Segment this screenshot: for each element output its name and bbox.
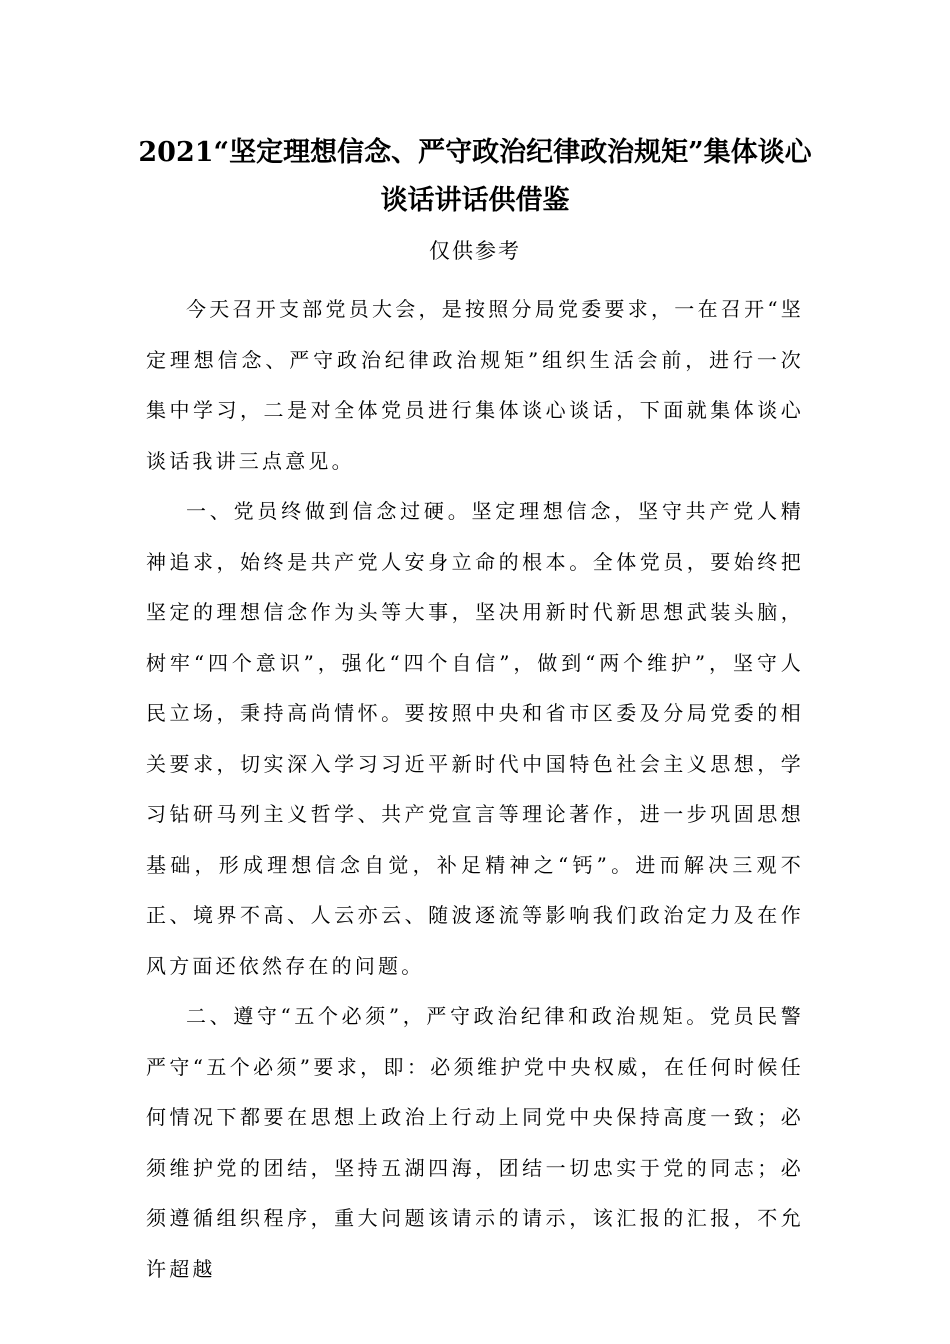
document-title-line-2: 谈话讲话供借鉴 (380, 185, 570, 216)
paragraph-section-two: 二、遵守“五个必须”，严守政治纪律和政治规矩。党员民警严守“五个必须”要求，即：必须维护党中央权威，在任何时候任何情况下都要在思想上政治上行动上同党中央保持高度一致；必须维护党的团结，坚持五湖四海，团结一切忠实于党的同志；必须遵循组织程序，重大问题该请示的请示，该汇报的汇报，不允许超越 (146, 1004, 804, 1281)
document-title-line-1: 2021“坚定理想信念、严守政治纪律政治规矩”集体谈心 (138, 137, 812, 168)
paragraph-intro: 今天召开支部党员大会，是按照分局党委要求，一在召开“坚定理想信念、严守政治纪律政治规矩”组织生活会前，进行一次集中学习，二是对全体党员进行集体谈心谈话，下面就集体谈心谈话我讲三点意见。 (146, 297, 804, 473)
document-subtitle: 仅供参考 (429, 239, 521, 263)
paragraph-section-one: 一、党员终做到信念过硬。坚定理想信念，坚守共产党人精神追求，始终是共产党人安身立命的根本。全体党员，要始终把坚定的理想信念作为头等大事，坚决用新时代新思想武装头脑，树牢“四个意识”，强化“四个自信”，做到“两个维护”，坚守人民立场，秉持高尚情怀。要按照中央和省市区委及分局党委的相关要求，切实深入学习习近平新时代中国特色社会主义思想，学习钻研马列主义哲学、共产党宣言等理论著作，进一步巩固思想基础，形成理想信念自觉，补足精神之“钙”。进而解决三观不正、境界不高、人云亦云、随波逐流等影响我们政治定力及在作风方面还依然存在的问题。 (146, 499, 804, 978)
document-body (146, 284, 804, 1294)
